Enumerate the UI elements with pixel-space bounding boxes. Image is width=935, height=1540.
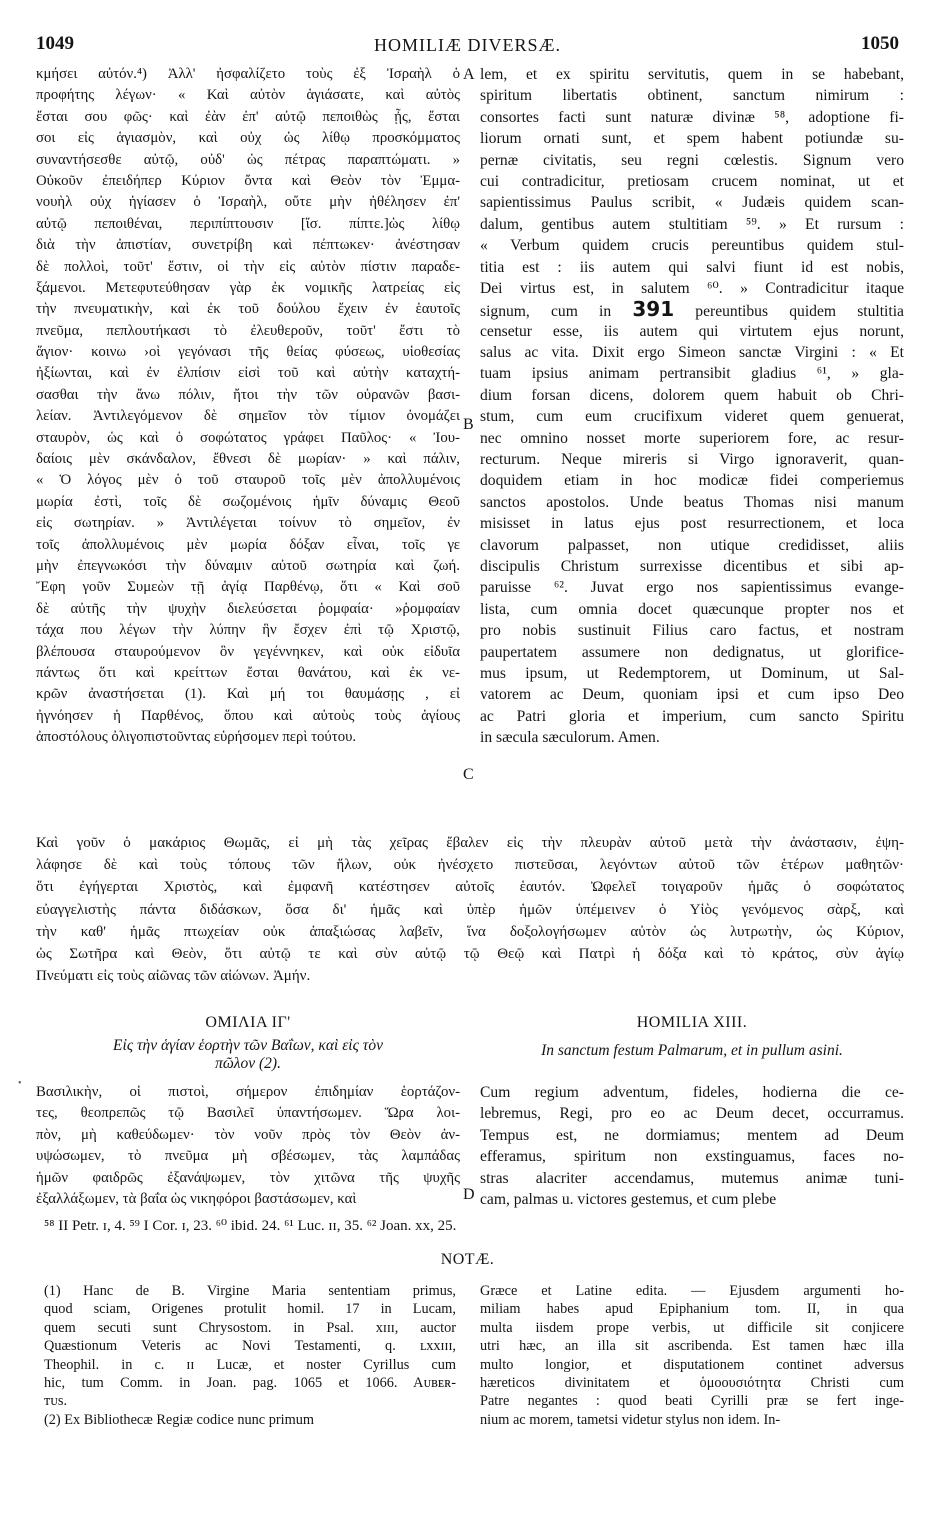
greek-wide-line: τὴν καθ' ἡμᾶς πτωχείαν οὐκ ἀπαξιώσας λαβεῖν, ἵνα δοξολογήσωμεν αὐτὸν ὡς λυτρωτὴν, ὡς Κύριον,	[36, 923, 904, 940]
greek-text-line: σταυρὸν, ὡς καὶ ὁ σοφώτατος γράφει Παῦλος· « Ἰου-	[36, 429, 460, 446]
greek-homily-line: ἐξαλλάξωμεν, τὰ βαΐα ὡς νικηφόροι βαστάσωμεν, καὶ	[36, 1190, 357, 1207]
greek-text-line: δὲ πολλοὶ, τοῦτ' ἔστιν, οἱ τὴν εἰς αὐτὸν πίστιν παραδε-	[36, 258, 460, 275]
latin-text-line: liorum ornati sunt, et spem habent potiundæ su-	[480, 130, 904, 148]
latin-text-line: spiritum libertatis obtinent, sanctum nimirum :	[480, 87, 904, 105]
latin-text-line: in sæcula sæculorum. Amen.	[480, 729, 660, 747]
note-line: multo longior, et disputationem continet adversus	[480, 1356, 904, 1373]
homily-subtitle-greek-2: πῶλον (2).	[215, 1055, 281, 1072]
latin-homily-line: Tempus est, ne dormiamus; mentem ad Deum	[480, 1126, 904, 1144]
note-line: ᴛᴜs.	[44, 1393, 68, 1410]
stray-mark: •	[18, 1078, 22, 1089]
latin-column-upper	[480, 64, 904, 749]
latin-homily-text	[480, 1082, 904, 1210]
greek-text-line: σοι εἰς ἁγιασμὸν, καὶ οὐχ ὡς λίθῳ προσκόμματος	[36, 130, 460, 147]
greek-text-line: σασθαι τὴν ἄνω πόλιν, ἤτοι τὴν τῶν οὐρανῶν βασι-	[36, 386, 460, 403]
notes-column-left	[44, 1282, 456, 1429]
greek-text-line: τοῖς ἀπολλυμένοις μὲν μωρία δόξαν εἶναι, τοῖς γε	[36, 536, 460, 553]
greek-full-width-paragraph	[36, 832, 904, 987]
latin-text-line: dium forsan dicens, dolorem quem habuit ob Chri-	[480, 386, 904, 404]
note-line: Quæstionum Veteris ac Novi Testamenti, q. ʟxxɪɪɪ,	[44, 1338, 456, 1355]
margin-letter-b: B	[463, 416, 474, 433]
greek-text-line: μὴν ἐπεγνωκόσι τὴν δύναμιν αὐτοῦ σωτηρία καὶ ζωή.	[36, 557, 460, 574]
running-title: HOMILIÆ DIVERSÆ.	[374, 35, 561, 55]
greek-text-line: λείαν. Ἀντιλεγόμενον δὲ σημεῖον τὸν τίμιον ὀνομάζει	[36, 408, 460, 425]
greek-text-line: προφήτης λέγων· « Καὶ αὐτὸν ἁγιάσατε, καὶ αὐτὸς	[36, 87, 460, 104]
latin-text-line: doquidem etiam in hoc modicæ fidei comperiemus	[480, 472, 904, 490]
latin-text-line: paruisse ⁶². Juvat ergo nos sapientissimus evange-	[480, 579, 904, 597]
latin-text-line: lista, cum omnia docet quæcunque propter nos et	[480, 600, 904, 618]
greek-wide-line: λάφησε δὲ καὶ τοὺς τόπους τῶν ἥλων, οὐκ ἠνέσχετο πιστεῦσαι, λεγόντων αὐτοῦ τῶν ἑτέρων μαθητῶν·	[36, 857, 904, 874]
latin-text-line: dalum, gentibus autem stultitiam ⁵⁹. » Et rursum :	[480, 215, 904, 233]
latin-text-line: pernæ civitatis, seu regni cœlestis. Signum vero	[480, 151, 904, 169]
page-number-left: 1049	[36, 33, 74, 54]
greek-wide-line: Καὶ γοῦν ὁ μακάριος Θωμᾶς, εἰ μὴ τὰς χεῖρας ἔβαλεν εἰς τὴν πλευρὰν αὐτοῦ μετὰ τὴν ἀνάστασιν, ἐψη-	[36, 835, 904, 851]
note-line: Græce et Latine edita. — Ejusdem argumenti ho-	[480, 1283, 904, 1299]
latin-text-line: clavorum palpasset, non utique credidisset, aliis	[480, 536, 904, 554]
greek-text-line: ἔσται σου φῶς· καὶ ἐὰν ἐπ' αὐτῷ πεποιθὼς ᾖς, ἔσται	[36, 108, 460, 125]
latin-text-line: « Verbum quidem crucis pereuntibus quidem stul-	[480, 237, 904, 255]
latin-homily-line: Cum regium adventum, fideles, hodierna die ce-	[480, 1084, 904, 1101]
homily-subtitle-greek-1: Εἰς τὴν ἁγίαν ἑορτὴν τῶν Βαΐων, καὶ εἰς τὸν	[113, 1037, 383, 1054]
page-number-right: 1050	[861, 33, 899, 54]
notes-heading: NOTÆ.	[440, 1251, 495, 1268]
greek-text-line: ἠξίωνται, καὶ ἐν ἐλπίσιν εἰσὶ τοῦ καὶ αὐτὴν καταχτή-	[36, 365, 460, 382]
note-line: multa iisdem prope verbis, ut difficile sit conjicere	[480, 1319, 904, 1336]
margin-letter-d: D	[463, 1186, 475, 1203]
note-line: quod sciam, Origenes protulit homil. 17 in Lucam,	[44, 1301, 456, 1318]
greek-text-line: πνεῦμα, πεπλουτήκασι τὸ ἐλευθεροῦν, τοῦτ' ἔστι τὸ	[36, 322, 460, 339]
greek-homily-line: πὸν, μὴ καθεύδωμεν· τὸν νοῦν πρὸς τὸν Θεὸν ἀν-	[36, 1126, 460, 1143]
page-header	[36, 33, 899, 61]
greek-wide-line: ὅτι ἐγήγερται Χριστὸς, καὶ ἐμφανῆ κατέστησεν αὐτοῖς ἑαυτόν. Ὠφελεῖ τοιγαροῦν ἡμᾶς ὁ σοφώτατος	[36, 879, 904, 896]
latin-text-line: mus ipsum, ut Redemptorem, ut Dominum, ut Sal-	[480, 664, 904, 682]
greek-text-line: τάχα που λέγων τὴν λύπην ἣν ἔσχεν ἐπὶ τῷ Χριστῷ,	[36, 622, 460, 639]
note-line: (2) Ex Bibliothecæ Regiæ codice nunc primum	[44, 1411, 315, 1428]
latin-text-line: sanctos apostolos. Unde beatus Thomas nisi manum	[480, 493, 904, 511]
latin-text-line: recturum. Neque mireris si Virgo ignoraverit, quan-	[480, 451, 904, 469]
latin-text-line: censetur esse, iis autem qui virtutem ejus norunt,	[480, 322, 904, 340]
latin-text-line: tuam ipsius animam pertransibit gladius ⁶¹, » gla-	[480, 365, 904, 383]
greek-text-line: νουὴλ οὐχ ἡγίασεν ὁ Ἰσραὴλ, οὔτε μὴν ἠθέλησεν ἐπ'	[36, 194, 460, 211]
greek-text-line: τὴν πνευματικὴν, καὶ ἐκ τοῦ δούλου ἔχειν ἐν ἑαυτοῖς	[36, 301, 460, 318]
greek-text-line: ξάμενοι. Μετεφυτεύθησαν γὰρ ἐκ νομικῆς λατρείας εἰς	[36, 279, 460, 296]
greek-homily-text	[36, 1082, 460, 1210]
greek-column-upper	[36, 64, 460, 749]
note-line: Theophil. in c. ɪɪ Lucæ, et noster Cyrillus cum	[44, 1356, 456, 1373]
latin-text-line: lem, et ex spiritu servitutis, quem in se habebant,	[480, 66, 904, 83]
latin-text-line: pro nobis sustinuit Filius caro factus, et nostram	[480, 622, 904, 640]
greek-text-line: αὐτῷ πεποιθέναι, περιπίπτουσιν [ἴσ. πίπτε.]ὡς λίθῳ	[36, 215, 460, 232]
margin-letter-c: C	[463, 766, 474, 783]
homily-title-latin: HOMILIA XIII.	[636, 1014, 748, 1031]
greek-text-line: διὰ τὴν ἀπιστίαν, συνετρίβη καὶ πέπτωκεν· ἀνέστησαν	[36, 237, 460, 254]
greek-text-line: δὲ αὐτῆς τὴν ψυχὴν διελεύσεται ῥομφαία· »ῥομφαίαν	[36, 600, 460, 617]
latin-text-line: signum, cum in 391 pereuntibus quidem stultitia	[480, 297, 904, 322]
greek-homily-line: υψώσωμεν, τὸ πνεῦμα μὴ σβέσωμεν, τὰς λαμπάδας	[36, 1148, 460, 1165]
latin-homily-line: lebremus, Regi, pro eo ac Deum decet, occurramus.	[480, 1105, 904, 1123]
greek-text-line: Οὐκοῦν ἐπειδήπερ Κύριον ὄντα καὶ Θεὸν τὸν Ἐμμα-	[36, 172, 460, 189]
greek-text-line: Ἔφη γοῦν Συμεὼν τῇ ἁγίᾳ Παρθένῳ, ὅτι « Καὶ σοῦ	[36, 579, 460, 596]
margin-letter-a: A	[463, 66, 475, 83]
note-line: quem secuti sunt Chrysostom. in Psal. xɪɪɪ, auctor	[44, 1319, 456, 1336]
latin-text-line: titia est : iis autem qui salvi fiunt id est nobis,	[480, 258, 904, 276]
greek-text-line: εἰς σωτηρίαν. » Ἀντιλέγεται τοίνυν τὸ σημεῖον, ἐν	[36, 515, 460, 532]
greek-wide-line: ὡς Σωτῆρα καὶ Θεὸν, ὅτι αὐτῷ τε καὶ σὺν αὐτῷ τῷ Θεῷ καὶ Πατρὶ ἡ δόξα καὶ τὸ κράτος, σὺν ἁγίῳ	[36, 945, 904, 962]
greek-text-line: ἠγνόησεν ἡ Παρθένος, ὅπου καὶ αὐτοὺς τοὺς ἁγίους	[36, 707, 460, 724]
latin-text-line: sapientissimus Paulus scribit, « Judæis quidem scan-	[480, 194, 904, 212]
latin-text-line: salus ac vita. Dixit ergo Simeon sanctæ Virgini : « Et	[480, 344, 904, 362]
latin-homily-line: cam, palmas u. victores gestemus, et cum plebe	[480, 1190, 777, 1208]
greek-text-line: κρῶν ἀναστήσεται (1). Καὶ μή τοι θαυμάσῃς , εἰ	[36, 686, 460, 703]
greek-homily-line: Βασιλικὴν, οἱ πιστοὶ, σήμερον ἐπιδημίαν ἑορτάζον-	[36, 1084, 460, 1100]
latin-text-line: nec omnino nosset morte superiorem fore, ac resur-	[480, 429, 904, 447]
latin-text-line: cui contradicitur, pretiosam crucem nominat, ut et	[480, 172, 904, 190]
greek-text-line: βλέπουσα σταυρούμενον ὃν γεγέννηκεν, καὶ οὐκ εἰδυῖα	[36, 643, 460, 660]
greek-text-line: κμήσει αὐτόν.⁴) Ἀλλ' ἠσφαλίζετο τοὺς ἐξ Ἰσραὴλ ὁ	[36, 66, 460, 82]
latin-text-line: misisset in latus ejus post resurrectionem, et loca	[480, 515, 904, 533]
note-line: (1) Hanc de B. Virgine Maria sententiam primus,	[44, 1283, 456, 1299]
latin-text-line: ac Patri gloria et imperium, cum sancto Spiritu	[480, 707, 904, 725]
greek-text-line: πάντως ὅτι καὶ κρείττων ἔσται θανάτου, καὶ ἐκ νε-	[36, 664, 460, 681]
note-line: hic, tum Comm. in Joan. pag. 1065 et 1066. Aᴜʙᴇʀ-	[44, 1374, 456, 1391]
greek-text-line: ἀποστόλους ὀλιγοπιστοῦντας εὑρήσομεν περὶ τούτου.	[36, 729, 357, 746]
latin-text-line: consortes facti sunt naturæ divinæ ⁵⁸, adoptione fi-	[480, 108, 904, 126]
notes-column-right	[480, 1282, 904, 1429]
greek-wide-line: Πνεύματι εἰς τοὺς αἰῶνας τῶν αἰώνων. Ἀμήν.	[36, 968, 311, 985]
note-line: nium ac morem, tametsi videtur stylus non idem. In-	[480, 1411, 781, 1428]
greek-text-line: « Ὁ λόγος μὲν ὁ τοῦ σταυροῦ τοῖς μὲν ἀπολλυμένοις	[36, 472, 460, 489]
scripture-references: ⁵⁸ II Petr. ɪ, 4. ⁵⁹ I Cor. ɪ, 23. ⁶⁰ ibid. 24. ⁶¹ Luc. ɪɪ, 35. ⁶² Joan. xx, 25.	[44, 1218, 457, 1234]
note-line: hæreticos divinitatem et ὁμοουσιότητα Christi cum	[480, 1374, 904, 1391]
greek-text-line: μωρία ἐστὶ, τοῖς δὲ σωζομένοις ἡμῖν δύναμις Θεοῦ	[36, 493, 460, 510]
latin-homily-line: efferamus, spiritum non exstinguamus, faces no-	[480, 1148, 904, 1166]
latin-text-line: Dei virtus est, in salutem ⁶⁰. » Contradicitur itaque	[480, 279, 904, 297]
latin-text-line: stum, cum eum crucifixum videret quem genuerat,	[480, 408, 904, 426]
greek-homily-line: ἡμῶν φαιδρῶς ἐξανάψωμεν, τὸν χιτῶνα τῆς ψυχῆς	[36, 1169, 460, 1186]
homily-subtitle-latin: In sanctum festum Palmarum, et in pullum asini.	[541, 1042, 843, 1059]
latin-text-line: paupertatem assumere non dedignatus, ut glorifice-	[480, 643, 904, 661]
greek-text-line: ἅγιον· κοινω ›οὶ γεγόνασι τῆς θείας φύσεως, υἱοθεσίας	[36, 344, 460, 361]
greek-text-line: δαίοις μὲν σκάνδαλον, ἔθνεσι δὲ μωρίαν· » καὶ πάλιν,	[36, 451, 460, 468]
greek-wide-line: εὐαγγελιστὴς πάντα διδάσκων, ὅσα δι' ἡμᾶς καὶ ὑπὲρ ἡμῶν ὑπέμεινεν ὁ Υἱὸς γενόμενος σὰρξ, καὶ	[36, 901, 904, 918]
latin-text-line: discipulis Christum surrexisse dicentibus et sibi ap-	[480, 557, 904, 575]
note-line: utri hæc, an illa sit ascribenda. Est tamen hæc illa	[480, 1338, 904, 1355]
note-line: miliam habes apud Epiphanium tom. II, in qua	[480, 1301, 904, 1318]
greek-text-line: συναντήσεσθε αὐτῷ, οὐδ' ὡς πέτρας παραπτώματι. »	[36, 151, 460, 168]
homily-title-greek: ΟΜΙΛΙΑ ΙΓ'	[205, 1014, 291, 1031]
greek-homily-line: τες, θεοπρεπῶς τῷ Βασιλεῖ ὑπαντήσωμεν. Ὥρα λοι-	[36, 1105, 460, 1122]
latin-text-line: vatorem ac Deum, quoniam ipsi et cum ipso Deo	[480, 686, 904, 704]
latin-homily-line: stras alacriter accendamus, mutemus animæ tuni-	[480, 1169, 904, 1187]
note-line: Patre negantes : quod beati Cyrilli præ se fert inge-	[480, 1393, 904, 1410]
